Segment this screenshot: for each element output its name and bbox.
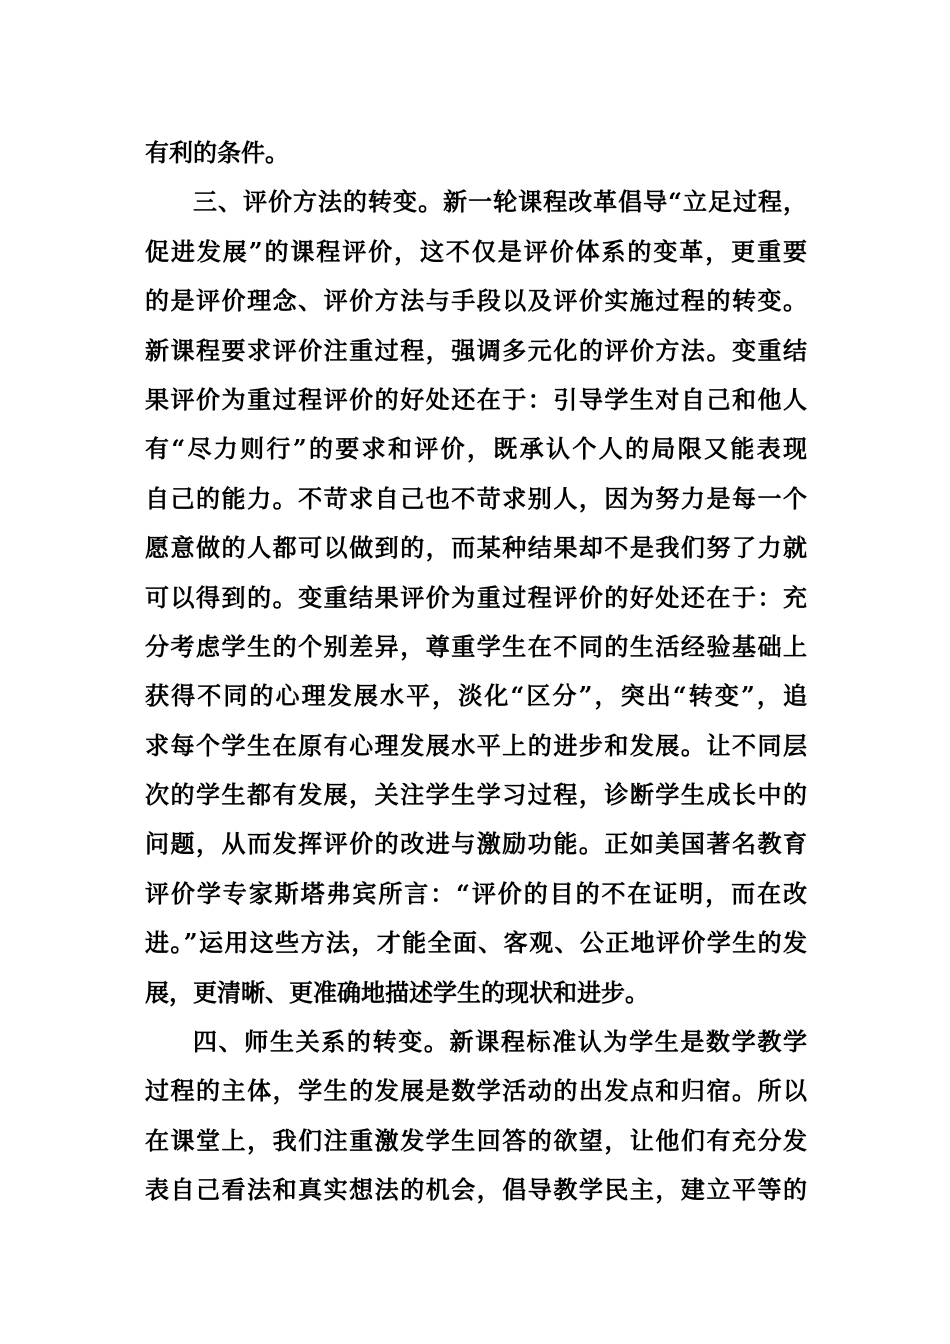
paragraph-line: 的是评价理念、评价方法与手段以及评价实施过程的转变。 xyxy=(145,286,807,316)
paragraph-line: 求每个学生在原有心理发展水平上的进步和发展。让不同层 xyxy=(145,730,807,760)
paragraph-line: 表自己看法和真实想法的机会，倡导教学民主，建立平等的 xyxy=(145,1175,807,1205)
paragraph-line: 有利的条件。 xyxy=(145,138,289,167)
paragraph-line: 新课程要求评价注重过程，强调多元化的评价方法。变重结 xyxy=(145,335,807,365)
document-body xyxy=(145,128,807,1215)
paragraph-line: 果评价为重过程评价的好处还在于：引导学生对自己和他人 xyxy=(145,384,807,414)
paragraph-line: 自己的能力。不苛求自己也不苛求别人，因为努力是每一个 xyxy=(145,483,807,513)
section-heading-line: 三、评价方法的转变。新一轮课程改革倡导“立足过程， xyxy=(193,187,807,217)
paragraph-line: 获得不同的心理发展水平，淡化“区分”，突出“转变”，追 xyxy=(145,681,807,711)
paragraph-line: 可以得到的。变重结果评价为重过程评价的好处还在于：充 xyxy=(145,582,807,612)
paragraph-line: 过程的主体，学生的发展是数学活动的出发点和归宿。所以 xyxy=(145,1076,807,1106)
paragraph-line: 促进发展”的课程评价，这不仅是评价体系的变革，更重要 xyxy=(145,236,807,266)
section-heading-line: 四、师生关系的转变。新课程标准认为学生是数学教学 xyxy=(193,1027,807,1057)
paragraph-line: 次的学生都有发展，关注学生学习过程，诊断学生成长中的 xyxy=(145,780,807,810)
paragraph-line: 在课堂上，我们注重激发学生回答的欲望，让他们有充分发 xyxy=(145,1125,807,1155)
paragraph-line: 问题，从而发挥评价的改进与激励功能。正如美国著名教育 xyxy=(145,829,807,859)
paragraph-line: 评价学专家斯塔弗宾所言：“评价的目的不在证明，而在改 xyxy=(145,878,807,908)
paragraph-line: 愿意做的人都可以做到的，而某种结果却不是我们努了力就 xyxy=(145,533,807,563)
paragraph-line: 进。”运用这些方法，才能全面、客观、公正地评价学生的发 xyxy=(145,928,807,958)
paragraph-line: 分考虑学生的个别差异，尊重学生在不同的生活经验基础上 xyxy=(145,631,807,661)
paragraph-line: 有“尽力则行”的要求和评价，既承认个人的局限又能表现 xyxy=(145,434,807,464)
paragraph-line: 展，更清晰、更准确地描述学生的现状和进步。 xyxy=(145,977,649,1007)
